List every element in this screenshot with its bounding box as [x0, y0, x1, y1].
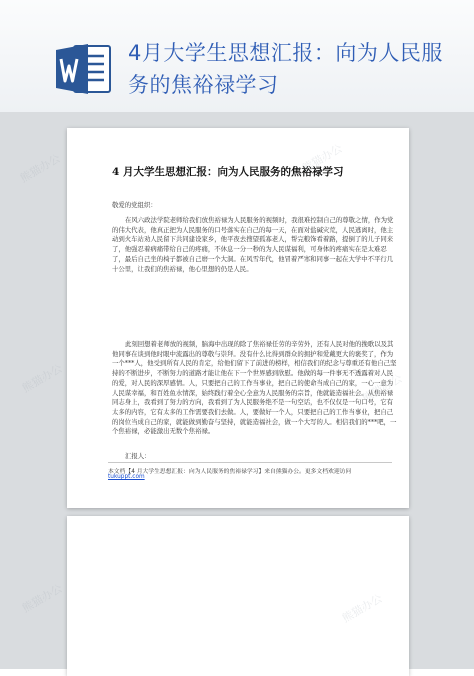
watermark: 熊猫办公	[17, 151, 63, 186]
document-page	[67, 128, 409, 508]
document-title: 4 月大学生思想汇报：向为人民服务的焦裕禄学习	[112, 166, 344, 178]
watermark: 熊猫办公	[19, 361, 65, 396]
watermark: 熊猫办公	[299, 141, 345, 176]
page-title: 4月大学生思想汇报：向为人民服务的焦裕禄学习	[128, 41, 443, 97]
watermark: 熊猫办公	[339, 591, 385, 626]
document-paragraph-1: 在风六政法学院老师给我们放焦裕禄为人民服务的视频时，我很难控制自己的尊敬之情，作为党的伟大代表，他真正把为人民服务的口号落实在自己的每一天，在面对盐碱灾荒，人民逃离时，他主动到火车站劝人民留下共同建设家乡，他平夜去搜望孤寡老人，帮完粮饰看着路，提倒了的儿子同来了，他强忍着病痛带给自己的疼痛，不休息一分一秒的为人民谋福利，可身体的疼痛实在是太难忍了，最后自己坐的椅子都被自己磨一个大洞。在风雪年代，他冒着严寒和同事一起在大学中不平行几十公里，让我们的焦裕禄，他心里想的仍是人民。	[112, 216, 394, 273]
source-link[interactable]: tukuppt.com	[108, 474, 145, 480]
document-paragraph-2: 此刻回想着老师放的视频，脑海中出现的除了焦裕禄任劳的辛劳外，还有人民对他的挽歌以及其他同事在谈到他时眼中流露出的尊敬与崇拜。没有什么比得到群众的拥护和爱戴更大的褒奖了，作为一个***人，他受到所有人民的肯定，给他们留下了前进的榜样，相信我们的纪念与尊重还有他自己坚持的不断进步，不断努力的道路才能让他在下一个世界感到欣慰。他做的每一件事无不透露着对人民的爱，对人民的深厚感情。人，只要把自己的工作当事业，把自己的使命当成自己的家，一心一意为人民谋幸福，和百姓鱼水情深，始终践行着全心全意为人民服务的宗旨，他就能造福社会。从焦裕禄同志身上，我看到了努力的方向，我看到了为人民服务绝不是一句空话，也不仅仅是一句口号，它有太多的内容，它有太多的工作需要我们去做。人，要做好一个人，只要把自己的工作当事业，把自己的岗位当成自己的家，就能做到勤奋与坚持，就能造福社会，做一个大写的人。相信我们的***吧，一个焦裕禄，必能激出无数个焦裕禄。	[112, 340, 397, 436]
divider	[108, 462, 392, 463]
document-signature: 汇报人：	[125, 452, 151, 460]
document-greeting: 敬爱的党组织：	[112, 201, 157, 209]
watermark: 熊猫办公	[19, 581, 65, 616]
document-page-next	[67, 516, 409, 676]
word-icon	[56, 40, 112, 98]
watermark: 熊猫办公	[359, 371, 405, 406]
source-note: 本文档【4 月大学生思想汇报：向为人民服务的焦裕禄学习】来自熊猫办公。更多文档欢迎访问	[108, 469, 352, 475]
